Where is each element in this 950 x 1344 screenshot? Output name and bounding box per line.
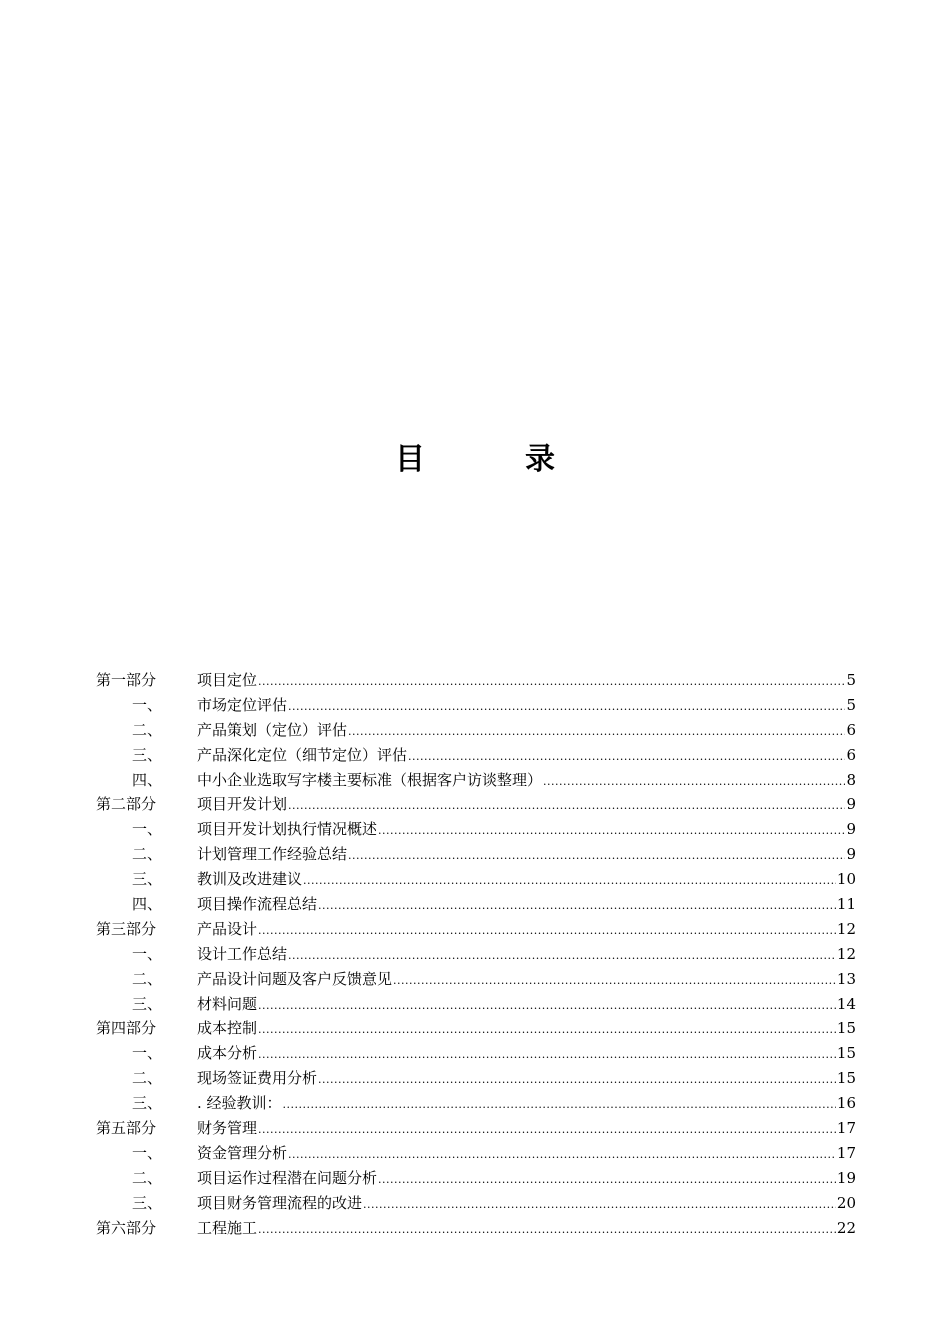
toc-entry-title: 项目财务管理流程的改进 bbox=[197, 1193, 363, 1212]
toc-entry[interactable] bbox=[96, 1016, 856, 1041]
toc-entry-title: 材料问题 bbox=[197, 994, 258, 1013]
toc-entry-label: 一、 bbox=[132, 944, 163, 963]
toc-entry[interactable] bbox=[96, 1066, 856, 1091]
toc-dot-leader bbox=[543, 770, 845, 795]
toc-entry-page-number: 12 bbox=[836, 919, 856, 938]
toc-entry-page-number: 13 bbox=[836, 969, 856, 988]
toc-entry-title: 成本控制 bbox=[197, 1019, 258, 1038]
toc-dot-leader bbox=[303, 869, 836, 894]
toc-title-char-2: 录 bbox=[525, 442, 555, 477]
toc-entry-page-number: 19 bbox=[836, 1168, 856, 1187]
toc-entry-title: 现场签证费用分析 bbox=[197, 1069, 318, 1088]
toc-entry-title: 产品设计问题及客户反馈意见 bbox=[197, 969, 393, 988]
toc-entry-label: 三、 bbox=[132, 870, 163, 889]
toc-entry-label: 第五部分 bbox=[96, 1119, 157, 1138]
toc-entry-label: 二、 bbox=[132, 1168, 163, 1187]
toc-entry[interactable] bbox=[96, 668, 856, 693]
toc-entry-title: 市场定位评估 bbox=[197, 695, 288, 714]
toc-dot-leader bbox=[258, 1018, 836, 1043]
toc-entry-label: 第一部分 bbox=[96, 671, 157, 689]
toc-entry-page-number: 14 bbox=[836, 994, 856, 1013]
toc-dot-leader bbox=[288, 794, 845, 819]
toc-entry-title: 教训及改进建议 bbox=[197, 870, 303, 889]
toc-dot-leader bbox=[258, 1218, 836, 1243]
toc-entry-page-number: 5 bbox=[846, 671, 856, 689]
toc-entry-title: 项目开发计划执行情况概述 bbox=[197, 820, 378, 839]
toc-entry-title: 项目定位 bbox=[197, 671, 258, 689]
toc-entry-label: 一、 bbox=[132, 1143, 163, 1162]
toc-entry[interactable] bbox=[96, 867, 856, 892]
toc-entry-label: 三、 bbox=[132, 994, 163, 1013]
toc-entry-title: 中小企业选取写字楼主要标准（根据客户访谈整理） bbox=[197, 770, 543, 789]
toc-entry-page-number: 11 bbox=[836, 895, 856, 914]
toc-entry-title: 项目运作过程潜在问题分析 bbox=[197, 1168, 378, 1187]
toc-title-char-1: 目 bbox=[395, 442, 425, 477]
toc-entry[interactable] bbox=[96, 693, 856, 718]
toc-dot-leader bbox=[348, 844, 845, 869]
toc-entry[interactable] bbox=[96, 1041, 856, 1066]
toc-dot-leader bbox=[378, 1168, 836, 1193]
toc-entry-label: 一、 bbox=[132, 1044, 163, 1063]
toc-entry[interactable] bbox=[96, 942, 856, 967]
toc-entry-label: 第二部分 bbox=[96, 795, 157, 814]
toc-entry[interactable] bbox=[96, 992, 856, 1017]
toc-entry-title: 产品策划（定位）评估 bbox=[197, 720, 348, 739]
toc-entry-label: 三、 bbox=[132, 745, 163, 764]
toc-entry-label: 第三部分 bbox=[96, 919, 157, 938]
toc-entry-label: 第六部分 bbox=[96, 1218, 157, 1237]
toc-entry-page-number: 8 bbox=[846, 770, 856, 789]
toc-entry[interactable] bbox=[96, 892, 856, 917]
toc-dot-leader bbox=[393, 969, 836, 994]
toc-dot-leader bbox=[348, 720, 845, 745]
table-of-contents bbox=[96, 668, 856, 1240]
toc-dot-leader bbox=[258, 1043, 836, 1068]
toc-entry-page-number: 6 bbox=[846, 720, 856, 739]
toc-entry-page-number: 12 bbox=[836, 944, 856, 963]
toc-entry-page-number: 5 bbox=[846, 695, 856, 714]
toc-dot-leader bbox=[318, 894, 836, 919]
toc-entry-title: 设计工作总结 bbox=[197, 944, 288, 963]
toc-entry-label: 三、 bbox=[132, 1193, 163, 1212]
toc-entry-title: 产品设计 bbox=[197, 919, 258, 938]
toc-entry-page-number: 10 bbox=[836, 870, 856, 889]
toc-entry-title: 计划管理工作经验总结 bbox=[197, 845, 348, 864]
toc-entry-label: 二、 bbox=[132, 720, 163, 739]
toc-dot-leader bbox=[408, 745, 845, 770]
toc-entry[interactable] bbox=[96, 1191, 856, 1216]
toc-entry-label: 第四部分 bbox=[96, 1019, 157, 1038]
toc-entry-page-number: 9 bbox=[846, 795, 856, 814]
toc-entry[interactable] bbox=[96, 817, 856, 842]
toc-entry[interactable] bbox=[96, 967, 856, 992]
toc-dot-leader bbox=[258, 919, 836, 944]
toc-entry-title: 工程施工 bbox=[197, 1218, 258, 1237]
toc-entry[interactable] bbox=[96, 792, 856, 817]
toc-entry-title: 项目操作流程总结 bbox=[197, 895, 318, 914]
toc-dot-leader bbox=[288, 1143, 836, 1168]
toc-entry-title: 产品深化定位（细节定位）评估 bbox=[197, 745, 408, 764]
toc-entry-page-number: 15 bbox=[836, 1019, 856, 1038]
toc-entry[interactable] bbox=[96, 917, 856, 942]
toc-entry-label: 一、 bbox=[132, 820, 163, 839]
toc-entry-label: 四、 bbox=[132, 895, 163, 914]
toc-entry-label: 一、 bbox=[132, 695, 163, 714]
toc-entry-title: . 经验教训： bbox=[197, 1094, 282, 1113]
toc-entry-page-number: 17 bbox=[836, 1143, 856, 1162]
toc-dot-leader bbox=[258, 994, 836, 1019]
toc-dot-leader bbox=[318, 1068, 836, 1093]
toc-entry-page-number: 16 bbox=[836, 1094, 856, 1113]
toc-entry-page-number: 6 bbox=[846, 745, 856, 764]
toc-dot-leader bbox=[258, 670, 845, 695]
toc-dot-leader bbox=[283, 1093, 836, 1118]
toc-entry[interactable] bbox=[96, 1216, 856, 1241]
toc-entry[interactable] bbox=[96, 1166, 856, 1191]
toc-entry-title: 财务管理 bbox=[197, 1119, 258, 1138]
toc-dot-leader bbox=[363, 1193, 836, 1218]
toc-entry[interactable] bbox=[96, 1141, 856, 1166]
toc-entry-label: 四、 bbox=[132, 770, 163, 789]
toc-dot-leader bbox=[288, 695, 845, 720]
toc-entry-page-number: 15 bbox=[836, 1069, 856, 1088]
toc-entry[interactable] bbox=[96, 718, 856, 743]
toc-entry[interactable] bbox=[96, 768, 856, 793]
toc-title bbox=[0, 440, 950, 480]
toc-entry[interactable] bbox=[96, 1091, 856, 1116]
toc-entry-page-number: 20 bbox=[836, 1193, 856, 1212]
toc-entry[interactable] bbox=[96, 1116, 856, 1141]
toc-entry-label: 二、 bbox=[132, 845, 163, 864]
toc-entry-page-number: 9 bbox=[846, 845, 856, 864]
toc-entry-title: 成本分析 bbox=[197, 1044, 258, 1063]
toc-dot-leader bbox=[378, 819, 845, 844]
toc-entry-page-number: 9 bbox=[846, 820, 856, 839]
toc-entry-title: 项目开发计划 bbox=[197, 795, 288, 814]
toc-entry-page-number: 15 bbox=[836, 1044, 856, 1063]
toc-entry[interactable] bbox=[96, 743, 856, 768]
toc-entry[interactable] bbox=[96, 842, 856, 867]
toc-entry-label: 二、 bbox=[132, 969, 163, 988]
toc-entry-page-number: 17 bbox=[836, 1119, 856, 1138]
toc-entry-label: 三、 bbox=[132, 1094, 163, 1113]
toc-entry-title: 资金管理分析 bbox=[197, 1143, 288, 1162]
toc-entry-page-number: 22 bbox=[836, 1218, 856, 1237]
toc-dot-leader bbox=[288, 944, 836, 969]
toc-dot-leader bbox=[258, 1118, 836, 1143]
toc-entry-label: 二、 bbox=[132, 1069, 163, 1088]
